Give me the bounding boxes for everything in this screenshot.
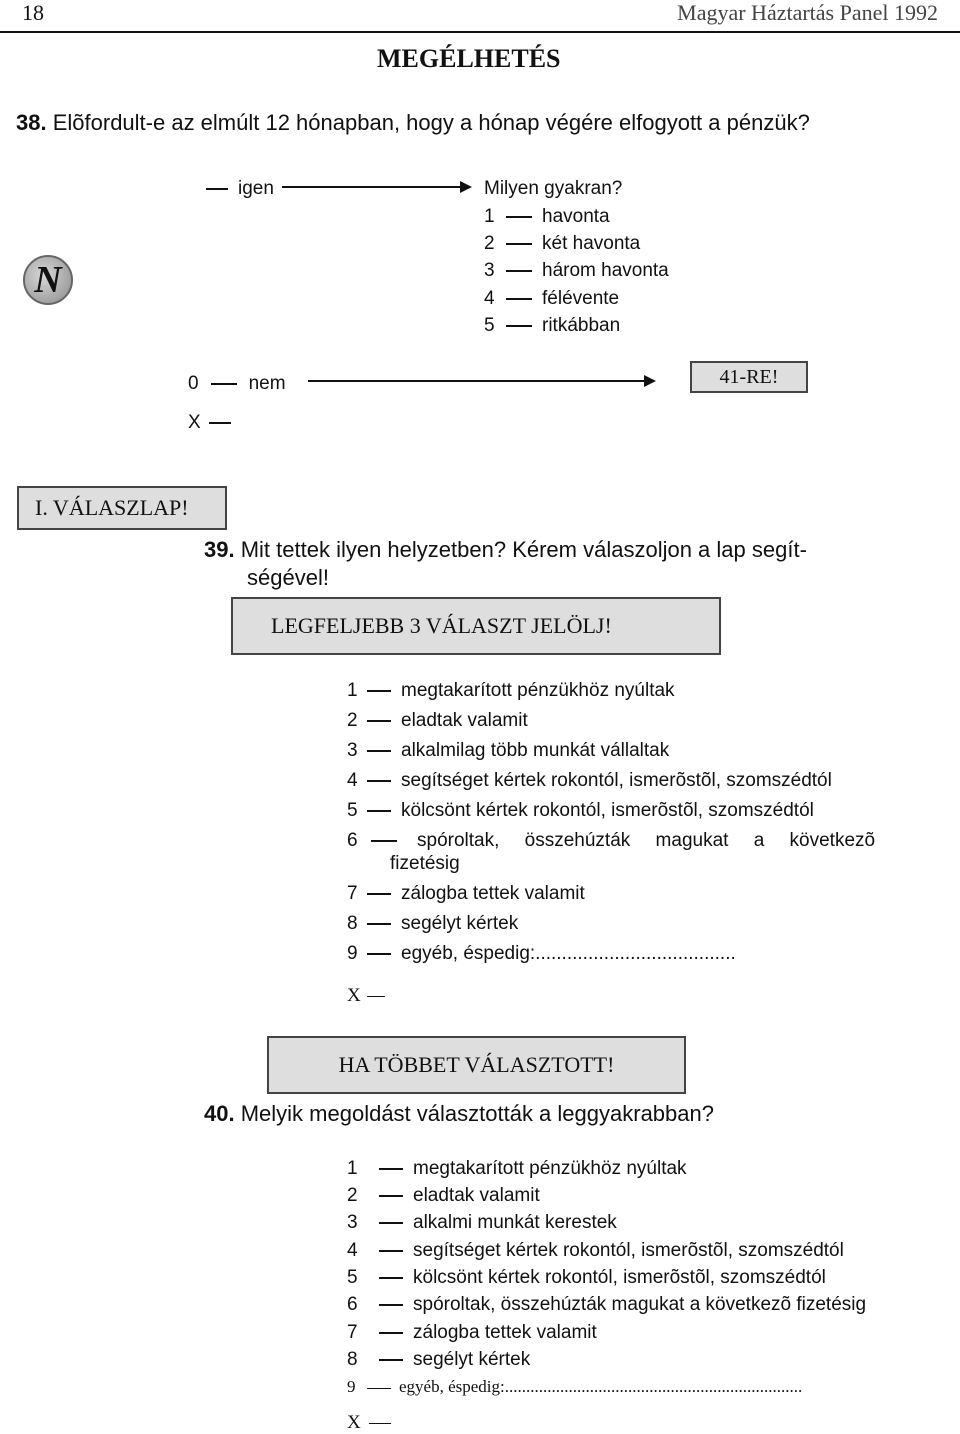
q39-option-code: 4 [347,770,358,791]
q40-option-code: 5 [347,1267,358,1288]
frequency-option-label: három havonta [542,260,669,281]
q40-option-label: megtakarított pénzükhöz nyúltak [413,1158,687,1179]
q39-option-code: 2 [347,710,358,731]
question-39 [204,537,807,563]
max-answers-instruction: LEGFELJEBB 3 VÁLASZT JELÖLJ! [271,613,612,638]
question-40 [204,1101,714,1127]
question-40-text: Melyik megoldást választották a leggyakrabban? [240,1101,714,1126]
q40-option-label: alkalmi munkát kerestek [413,1212,617,1233]
skip-instruction-box [690,361,808,393]
multi-answer-label: HA TÖBBET VÁLASZTOTT! [338,1052,615,1077]
q39-option-label: alkalmilag több munkát vállaltak [401,740,670,761]
frequency-option-code: 2 [484,233,495,254]
q39-option[interactable] [347,800,814,822]
frequency-option[interactable] [484,260,669,282]
frequency-option-code: 4 [484,288,495,309]
frequency-option[interactable] [484,315,620,337]
frequency-option-code: 3 [484,260,495,281]
q39-option-code: 9 [347,943,358,964]
q39-option-code: 3 [347,740,358,761]
answer-x-label: X [188,412,201,433]
q40-option[interactable] [347,1185,540,1207]
answer-dash [206,188,228,190]
q40-option-code: 7 [347,1322,358,1343]
q39-option-code: 1 [347,680,358,701]
q40-option-label: segélyt kértek [413,1349,531,1370]
frequency-option[interactable] [484,206,610,228]
answer-no-code: 0 [188,373,199,394]
q39-option[interactable] [347,740,669,762]
frequency-option-label: félévente [542,288,620,309]
q39-option-code: 6 [347,830,358,851]
answer-no-label: nem [248,373,286,394]
publication-title: Magyar Háztartás Panel 1992 [677,0,938,25]
multi-answer-box [267,1036,686,1094]
header-divider [0,31,960,33]
answer-no[interactable] [188,373,286,395]
question-38-text: Elõfordult-e az elmúlt 12 hónapban, hogy a hónap végére elfogyott a pénzük? [52,110,810,135]
q40-option-code: 3 [347,1212,358,1233]
q39-option-label: spóroltak, összehúzták magukat a következõ [417,830,876,851]
q40-option-code: 1 [347,1158,358,1179]
frequency-option[interactable] [484,288,619,310]
frequency-option-label: ritkábban [542,315,621,336]
q40-option-label: spóroltak, összehúzták magukat a következõ fizetésig [413,1294,867,1315]
q40-option[interactable] [347,1158,687,1180]
frequency-option-label: két havonta [542,233,641,254]
q40-option-code: 6 [347,1294,358,1315]
q40-option[interactable] [347,1212,617,1234]
answer-yes-label: igen [238,178,274,199]
q39-answer-x[interactable] [347,985,385,1007]
q39-option-label: megtakarított pénzükhöz nyúltak [401,680,675,701]
q40-option-label: segítséget kértek rokontól, ismerõstõl, szomszédtól [413,1240,844,1261]
question-39-text-line2: ségével! [247,565,329,590]
q39-option-label: egyéb, éspedig:...................................... [401,943,736,964]
q39-option-label: kölcsönt kértek rokontól, ismerõstõl, szomszédtól [401,800,814,821]
question-38-number: 38. [16,110,47,135]
q39-option[interactable] [347,883,585,905]
card-label: I. VÁLASZLAP! [35,495,189,520]
q40-option-label: kölcsönt kértek rokontól, ismerõstõl, szomszédtól [413,1267,826,1288]
interviewer-logo-icon: N [23,255,73,305]
skip-instruction-label: 41-RE! [719,365,779,388]
question-39-number: 39. [204,537,235,562]
frequency-option-label: havonta [542,206,610,227]
page-number: 18 [22,0,44,25]
q40-answer-x-label: X [347,1412,361,1433]
q39-option[interactable] [347,830,876,852]
q39-option-continuation: fizetésig [390,853,460,874]
question-39-text-line1: Mit tettek ilyen helyzetben? Kérem válaszoljon a lap segít- [240,537,807,562]
q40-option-code: 8 [347,1349,358,1370]
q40-option-label: zálogba tettek valamit [413,1322,597,1343]
q40-option[interactable] [347,1267,826,1289]
frequency-option[interactable] [484,233,640,255]
no-arrow-head [644,375,656,387]
answer-yes[interactable] [206,178,274,200]
q40-option-label: eladtak valamit [413,1185,540,1206]
q40-option[interactable] [347,1240,844,1262]
q40-option-label: egyéb, éspedig:...................................................................... [399,1377,803,1396]
q39-option[interactable] [347,680,675,702]
q39-option-label: segélyt kértek [401,913,519,934]
q39-option-label: zálogba tettek valamit [401,883,585,904]
q40-option[interactable] [347,1349,530,1371]
card-label-box [17,486,227,530]
q40-option[interactable] [347,1294,866,1316]
max-answers-instruction-box [231,597,721,655]
frequency-option-code: 1 [484,206,495,227]
q39-option-label: segítséget kértek rokontól, ismerõstõl, szomszédtól [401,770,832,791]
question-40-number: 40. [204,1101,235,1126]
question-38 [16,110,810,136]
no-arrow-line [308,380,644,382]
frequency-option-code: 5 [484,315,495,336]
q39-option[interactable] [347,770,832,792]
section-title: MEGÉLHETÉS [377,44,561,73]
answer-x[interactable] [188,412,231,434]
q40-option[interactable] [347,1377,802,1397]
q39-option[interactable] [347,913,518,935]
q40-option-code: 4 [347,1240,358,1261]
yes-arrow-line [282,186,460,188]
q39-option-code: 5 [347,800,358,821]
q39-option[interactable] [347,943,736,965]
followup-title: Milyen gyakran? [484,178,623,199]
q40-answer-x[interactable] [347,1412,391,1434]
yes-arrow-head [460,181,472,193]
q40-option-code: 2 [347,1185,358,1206]
q39-option-label: eladtak valamit [401,710,528,731]
q40-option[interactable] [347,1322,597,1344]
q39-option-code: 8 [347,913,358,934]
q39-option[interactable] [347,710,528,732]
q39-answer-x-label: X [347,985,361,1006]
q39-option-code: 7 [347,883,358,904]
q40-option-code: 9 [347,1377,356,1396]
